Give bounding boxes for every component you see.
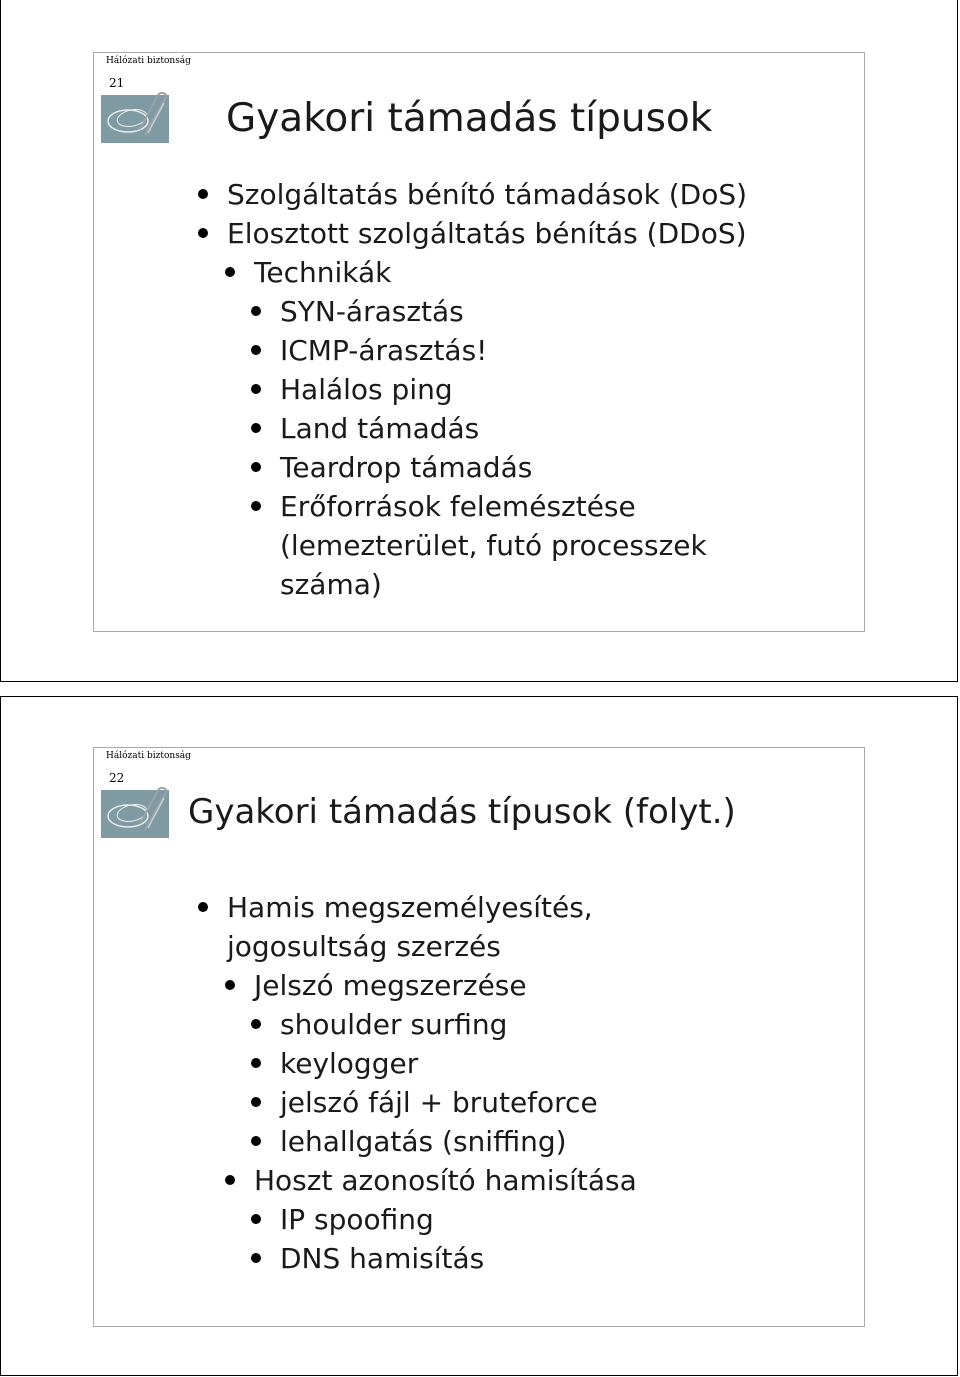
bullet-item: keylogger	[194, 1044, 637, 1083]
slide-number: 21	[109, 76, 125, 90]
bullet-item: Erőforrások felemésztése	[194, 487, 747, 526]
bullet-item: Jelszó megszerzése	[194, 966, 637, 1005]
bullet-item: Elosztott szolgáltatás bénítás (DDoS)	[194, 214, 747, 253]
bullet-list	[194, 175, 747, 604]
bullet-continuation: száma)	[280, 568, 382, 601]
slide-header-label: Hálózati biztonság	[106, 56, 191, 66]
bullet-item: lehallgatás (sniffing)	[194, 1122, 637, 1161]
bullet-item: SYN-árasztás	[194, 292, 747, 331]
bullet-list	[194, 888, 637, 1278]
paperclip-network-logo-icon	[101, 786, 171, 838]
bullet-item: Teardrop támadás	[194, 448, 747, 487]
slide-title: Gyakori támadás típusok	[226, 96, 713, 141]
bullet-item: Technikák	[194, 253, 747, 292]
bullet-item: Halálos ping	[194, 370, 747, 409]
bullet-item: DNS hamisítás	[194, 1239, 637, 1278]
bullet-item: Hamis megszemélyesítés,	[194, 888, 637, 927]
slide-22	[93, 747, 865, 1327]
slide-header-label: Hálózati biztonság	[106, 751, 191, 761]
bullet-item: Land támadás	[194, 409, 747, 448]
paperclip-network-logo-icon	[101, 91, 171, 143]
bullet-continuation: (lemezterület, futó processzek	[280, 529, 707, 562]
bullet-item: Hoszt azonosító hamisítása	[194, 1161, 637, 1200]
slide-title: Gyakori támadás típusok (folyt.)	[188, 792, 736, 832]
bullet-item: ICMP-árasztás!	[194, 331, 747, 370]
bullet-item: IP spoofing	[194, 1200, 637, 1239]
bullet-item: shoulder surfing	[194, 1005, 637, 1044]
bullet-item: jelszó fájl + bruteforce	[194, 1083, 637, 1122]
slide-21	[93, 52, 865, 632]
bullet-item: Szolgáltatás bénító támadások (DoS)	[194, 175, 747, 214]
bullet-continuation: jogosultság szerzés	[227, 930, 501, 963]
slide-number: 22	[109, 771, 125, 785]
